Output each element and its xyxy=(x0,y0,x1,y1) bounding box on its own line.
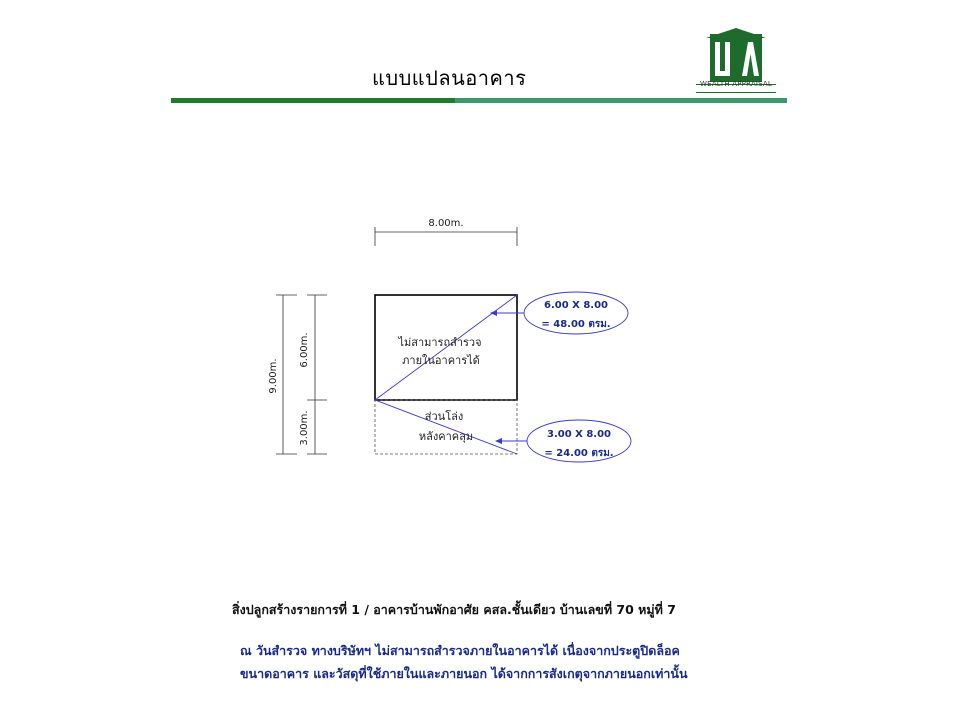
building-note-line1: ไม่สามารถสำรวจ xyxy=(398,336,482,349)
building-height-label: 6.00m. xyxy=(299,332,310,368)
open-note-line1: ส่วนโล่ง xyxy=(424,410,464,423)
callout1-line2: = 48.00 ตรม. xyxy=(541,319,611,330)
building-note-line2: ภายในอาคารได้ xyxy=(402,354,480,367)
callout1-line1: 6.00 X 8.00 xyxy=(543,300,609,311)
open-height-label: 3.00m. xyxy=(299,410,310,446)
open-area-diagonal xyxy=(375,400,517,454)
total-height-label: 9.00m. xyxy=(268,358,279,394)
callout2-line2: = 24.00 ตรม. xyxy=(544,448,614,459)
callout2-line1: 3.00 X 8.00 xyxy=(546,429,612,440)
survey-note-line1: ณ วันสำรวจ ทางบริษัทฯ ไม่สามารถสำรวจภายในอาคารได้ เนื่องจากประตูปิดล็อค xyxy=(240,643,680,658)
page-title: แบบแปลนอาคาร xyxy=(372,66,527,90)
width-label: 8.00m. xyxy=(428,218,464,229)
survey-note-line2: ขนาดอาคาร และวัสดุที่ใช้ภายในและภายนอก ได้จากการสังเกตุจากภายนอกเท่านั้น xyxy=(240,666,688,681)
open-note-line2: หลังคาคลุม xyxy=(418,430,474,443)
logo-text: WEALTH APPRAISAL xyxy=(700,80,772,88)
building-item-description: สิ่งปลูกสร้างรายการที่ 1 / อาคารบ้านพักอาศัย คสล.ชั้นเดียว บ้านเลขที่ 70 หมู่ที่ 7 xyxy=(232,602,676,617)
